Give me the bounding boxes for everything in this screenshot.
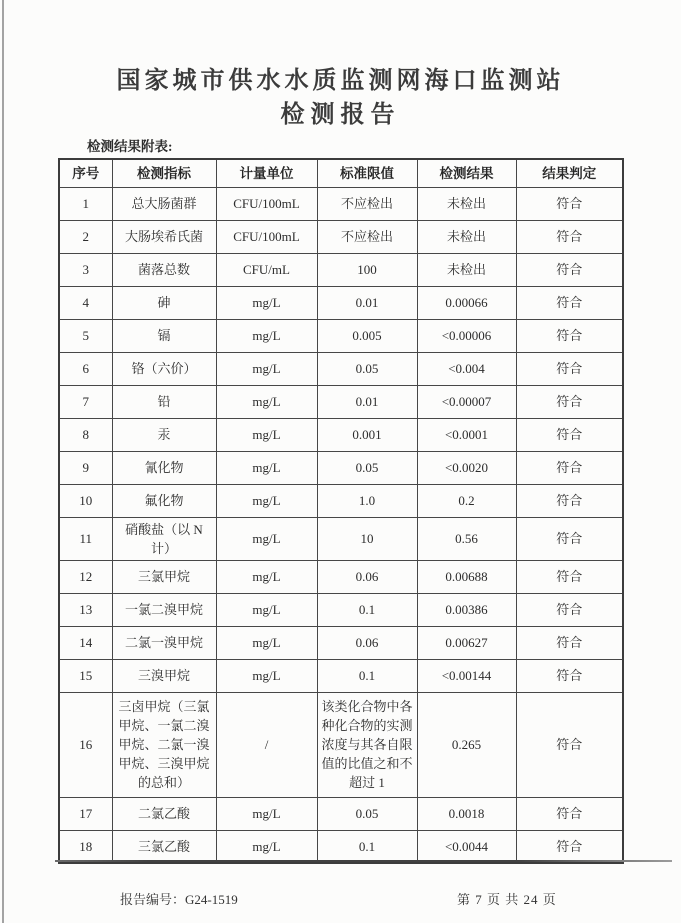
table-cell: mg/L <box>216 319 317 352</box>
table-cell: 该类化合物中各种化合物的实测浓度与其各自限值的比值之和不超过 1 <box>317 692 417 797</box>
table-cell: CFU/mL <box>216 253 317 286</box>
table-cell: 0.05 <box>317 451 417 484</box>
column-header: 检测指标 <box>112 159 216 187</box>
table-cell: 二氯乙酸 <box>112 797 216 830</box>
table-cell: 0.1 <box>317 830 417 863</box>
table-cell: 17 <box>59 797 112 830</box>
column-header: 计量单位 <box>216 159 317 187</box>
table-cell: 镉 <box>112 319 216 352</box>
report-number-label: 报告编号： <box>120 892 186 907</box>
table-row <box>59 593 623 626</box>
table-row <box>59 626 623 659</box>
table-cell: 符合 <box>516 385 623 418</box>
table-cell: 10 <box>317 517 417 560</box>
table-cell: 符合 <box>516 560 623 593</box>
table-row <box>59 484 623 517</box>
table-cell: mg/L <box>216 352 317 385</box>
table-cell: <0.0044 <box>417 830 516 863</box>
table-row <box>59 692 623 797</box>
table-cell: 0.005 <box>317 319 417 352</box>
table-row <box>59 385 623 418</box>
table-cell: mg/L <box>216 830 317 863</box>
table-row <box>59 451 623 484</box>
report-title-line1: 国家城市供水水质监测网海口监测站 <box>116 68 565 94</box>
table-cell: mg/L <box>216 797 317 830</box>
table-cell: 0.00066 <box>417 286 516 319</box>
table-cell: 不应检出 <box>317 220 417 253</box>
column-header: 检测结果 <box>417 159 516 187</box>
table-cell: 0.2 <box>417 484 516 517</box>
table-cell: 14 <box>59 626 112 659</box>
table-cell: 18 <box>59 830 112 863</box>
column-header: 标准限值 <box>317 159 417 187</box>
table-cell: mg/L <box>216 418 317 451</box>
scan-artifact-line <box>55 860 672 862</box>
table-cell: 铬（六价） <box>112 352 216 385</box>
table-cell: 0.06 <box>317 626 417 659</box>
table-cell: 15 <box>59 659 112 692</box>
table-cell: 4 <box>59 286 112 319</box>
table-cell: mg/L <box>216 385 317 418</box>
table-cell: mg/L <box>216 286 317 319</box>
table-cell: 硝酸盐（以 N 计） <box>112 517 216 560</box>
table-cell: 符合 <box>516 418 623 451</box>
table-cell: 2 <box>59 220 112 253</box>
table-row <box>59 830 623 863</box>
table-row <box>59 352 623 385</box>
table-cell: 汞 <box>112 418 216 451</box>
table-cell: 9 <box>59 451 112 484</box>
table-body <box>59 187 623 863</box>
table-cell: CFU/100mL <box>216 220 317 253</box>
table-cell: 0.265 <box>417 692 516 797</box>
table-cell: 三溴甲烷 <box>112 659 216 692</box>
table-cell: mg/L <box>216 593 317 626</box>
table-row <box>59 253 623 286</box>
table-cell: 13 <box>59 593 112 626</box>
table-cell: 11 <box>59 517 112 560</box>
table-cell: 0.01 <box>317 286 417 319</box>
table-row <box>59 319 623 352</box>
table-row <box>59 797 623 830</box>
table-cell: mg/L <box>216 484 317 517</box>
table-cell: 0.00386 <box>417 593 516 626</box>
table-cell: 8 <box>59 418 112 451</box>
table-row <box>59 286 623 319</box>
table-cell: 未检出 <box>417 187 516 220</box>
table-cell: 符合 <box>516 797 623 830</box>
table-cell: 0.1 <box>317 659 417 692</box>
table-cell: <0.0001 <box>417 418 516 451</box>
table-cell: 10 <box>59 484 112 517</box>
table-cell: 铅 <box>112 385 216 418</box>
table-cell: 符合 <box>516 286 623 319</box>
table-caption: 检测结果附表: <box>87 139 173 154</box>
table-cell: 1.0 <box>317 484 417 517</box>
table-cell: 三卤甲烷（三氯甲烷、一氯二溴甲烷、二氯一溴甲烷、三溴甲烷的总和） <box>112 692 216 797</box>
table-cell: <0.00144 <box>417 659 516 692</box>
table-row <box>59 187 623 220</box>
table-cell: / <box>216 692 317 797</box>
table-cell: 三氯乙酸 <box>112 830 216 863</box>
table-cell: <0.00007 <box>417 385 516 418</box>
table-cell: <0.0020 <box>417 451 516 484</box>
table-cell: 0.00688 <box>417 560 516 593</box>
table-cell: 三氯甲烷 <box>112 560 216 593</box>
table-cell: 0.06 <box>317 560 417 593</box>
table-cell: <0.004 <box>417 352 516 385</box>
results-table <box>58 158 624 864</box>
table-cell: 0.05 <box>317 797 417 830</box>
table-cell: 符合 <box>516 253 623 286</box>
table-cell: 0.00627 <box>417 626 516 659</box>
table-cell: 符合 <box>516 451 623 484</box>
table-cell: 0.001 <box>317 418 417 451</box>
table-row <box>59 220 623 253</box>
table-cell: 二氯一溴甲烷 <box>112 626 216 659</box>
report-number-value: G24-1519 <box>185 892 238 907</box>
table-cell: 总大肠菌群 <box>112 187 216 220</box>
table-cell: 未检出 <box>417 253 516 286</box>
table-cell: 0.01 <box>317 385 417 418</box>
table-cell: 大肠埃希氏菌 <box>112 220 216 253</box>
table-cell: 5 <box>59 319 112 352</box>
table-cell: 0.56 <box>417 517 516 560</box>
table-cell: 6 <box>59 352 112 385</box>
table-cell: mg/L <box>216 451 317 484</box>
table-cell: 符合 <box>516 319 623 352</box>
table-cell: 100 <box>317 253 417 286</box>
table-cell: 氟化物 <box>112 484 216 517</box>
column-header: 结果判定 <box>516 159 623 187</box>
table-cell: 符合 <box>516 659 623 692</box>
table-row <box>59 560 623 593</box>
page-indicator: 第 7 页 共 24 页 <box>457 892 557 907</box>
table-cell: 3 <box>59 253 112 286</box>
table-cell: 0.1 <box>317 593 417 626</box>
table-cell: 1 <box>59 187 112 220</box>
report-number <box>120 889 238 908</box>
table-cell: 符合 <box>516 517 623 560</box>
table-cell: 未检出 <box>417 220 516 253</box>
table-cell: mg/L <box>216 517 317 560</box>
table-cell: 符合 <box>516 187 623 220</box>
table-cell: 氰化物 <box>112 451 216 484</box>
table-cell: 菌落总数 <box>112 253 216 286</box>
table-cell: 符合 <box>516 484 623 517</box>
table-cell: 0.05 <box>317 352 417 385</box>
table-row <box>59 517 623 560</box>
table-row <box>59 659 623 692</box>
table-cell: 0.0018 <box>417 797 516 830</box>
table-cell: <0.00006 <box>417 319 516 352</box>
table-cell: 12 <box>59 560 112 593</box>
table-cell: 符合 <box>516 220 623 253</box>
column-header: 序号 <box>59 159 112 187</box>
table-cell: 不应检出 <box>317 187 417 220</box>
table-cell: mg/L <box>216 659 317 692</box>
table-cell: 16 <box>59 692 112 797</box>
table-cell: mg/L <box>216 560 317 593</box>
table-cell: 符合 <box>516 352 623 385</box>
table-header-row <box>59 159 623 187</box>
table-cell: 砷 <box>112 286 216 319</box>
table-cell: 符合 <box>516 593 623 626</box>
table-cell: 符合 <box>516 692 623 797</box>
table-row <box>59 418 623 451</box>
table-cell: mg/L <box>216 626 317 659</box>
table-cell: 符合 <box>516 830 623 863</box>
table-cell: 符合 <box>516 626 623 659</box>
table-cell: CFU/100mL <box>216 187 317 220</box>
table-cell: 一氯二溴甲烷 <box>112 593 216 626</box>
scan-edge-left <box>2 0 4 923</box>
report-title-line2: 检测报告 <box>280 102 401 128</box>
table-cell: 7 <box>59 385 112 418</box>
